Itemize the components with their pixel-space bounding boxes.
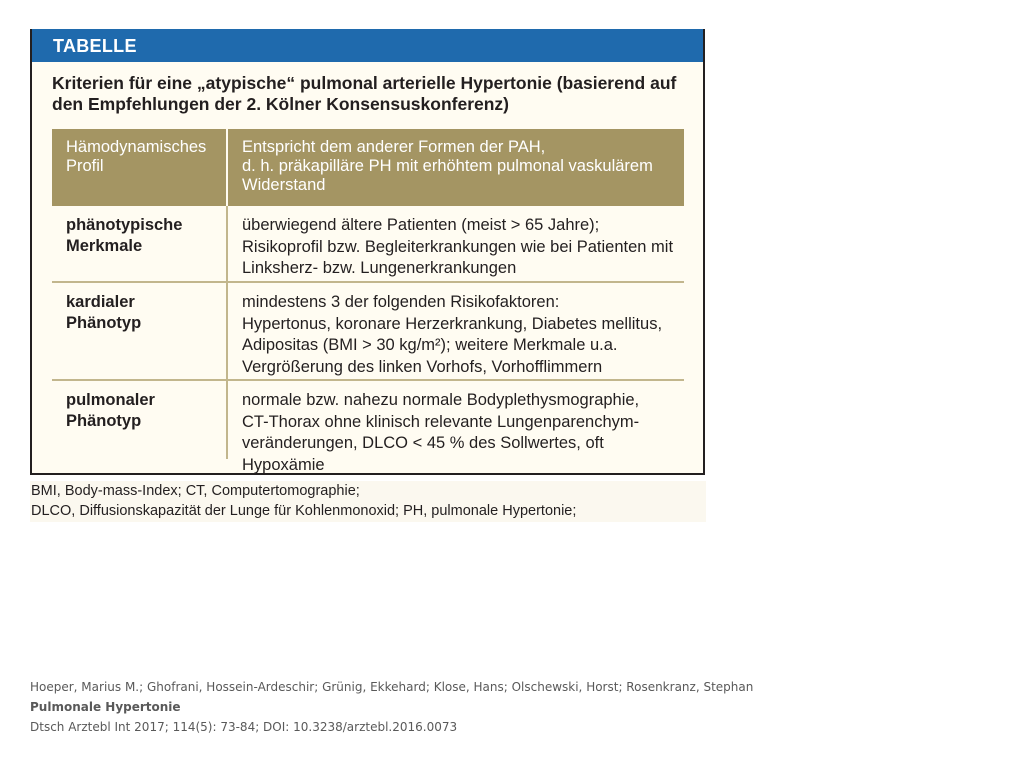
table-row bbox=[52, 206, 684, 283]
header-line: Hämodynamisches bbox=[66, 138, 207, 156]
row-text-line: Vergrößerung des linken Vorhofs, Vorhofflimmern bbox=[242, 357, 603, 376]
table-row bbox=[52, 283, 684, 381]
footnote-line: BMI, Body-mass-Index; CT, Computertomographie; bbox=[31, 483, 360, 499]
header-line: d. h. präkapilläre PH mit erhöhtem pulmonal vaskulärem bbox=[242, 157, 653, 175]
row-text-line: Hypertonus, koronare Herzerkrankung, Diabetes mellitus, bbox=[242, 314, 663, 333]
row-label-line: Phänotyp bbox=[66, 412, 142, 430]
row-text-line: normale bzw. nahezu normale Bodyplethysmographie, bbox=[242, 391, 640, 409]
row-text-line: Risikoprofil bzw. Begleiterkrankungen wie bei Patienten mit bbox=[242, 237, 674, 256]
row-text bbox=[228, 283, 684, 379]
table-footnotes bbox=[30, 481, 706, 522]
row-text bbox=[228, 381, 684, 474]
table-banner: TABELLE bbox=[32, 29, 703, 62]
header-line: Entspricht dem anderer Formen der PAH, bbox=[242, 138, 546, 156]
row-text-line: Linksherz- bzw. Lungenerkrankungen bbox=[242, 259, 517, 277]
citation bbox=[30, 677, 753, 737]
row-text-line: CT-Thorax ohne klinisch relevante Lungenparenchym- bbox=[242, 412, 640, 431]
row-label-line: Merkmale bbox=[66, 237, 143, 255]
row-label-line: Phänotyp bbox=[66, 314, 142, 332]
header-line: Widerstand bbox=[242, 176, 326, 194]
criteria-table bbox=[52, 129, 684, 474]
table-heading bbox=[52, 73, 692, 115]
row-label-line: pulmonaler bbox=[66, 391, 155, 409]
citation-title: Pulmonale Hypertonie bbox=[30, 700, 181, 714]
row-text-line: überwiegend ältere Patienten (meist > 65 Jahre); bbox=[242, 216, 600, 234]
header-line: Profil bbox=[66, 157, 104, 175]
table-header-row bbox=[52, 129, 684, 206]
table-frame bbox=[30, 29, 705, 475]
citation-source: Dtsch Arztebl Int 2017; 114(5): 73-84; DOI: 10.3238/arztebl.2016.0073 bbox=[30, 720, 458, 734]
row-label bbox=[52, 206, 228, 281]
row-text bbox=[228, 206, 684, 281]
heading-line: den Empfehlungen der 2. Kölner Konsensuskonferenz) bbox=[52, 94, 510, 114]
row-text-line: veränderungen, DLCO < 45 % des Sollwertes, oft Hypoxämie bbox=[242, 434, 604, 474]
row-label-line: phänotypische bbox=[66, 216, 183, 234]
row-label bbox=[52, 283, 228, 379]
row-label bbox=[52, 381, 228, 459]
row-text-line: mindestens 3 der folgenden Risikofaktoren: bbox=[242, 293, 560, 311]
table-row bbox=[52, 381, 684, 474]
footnote-line: DLCO, Diffusionskapazität der Lunge für Kohlenmonoxid; PH, pulmonale Hypertonie; bbox=[31, 503, 577, 519]
row-text-line: Adipositas (BMI > 30 kg/m²); weitere Merkmale u.a. bbox=[242, 336, 618, 354]
row-label-line: kardialer bbox=[66, 293, 135, 311]
citation-authors: Hoeper, Marius M.; Ghofrani, Hossein-Ardeschir; Grünig, Ekkehard; Klose, Hans; Olschewski, Horst; Rosenkranz, Stephan bbox=[30, 680, 754, 694]
heading-line: Kriterien für eine „atypische“ pulmonal arterielle Hypertonie (basierend auf bbox=[52, 73, 677, 93]
header-cell-profile bbox=[52, 129, 228, 206]
header-cell-description bbox=[228, 129, 684, 206]
